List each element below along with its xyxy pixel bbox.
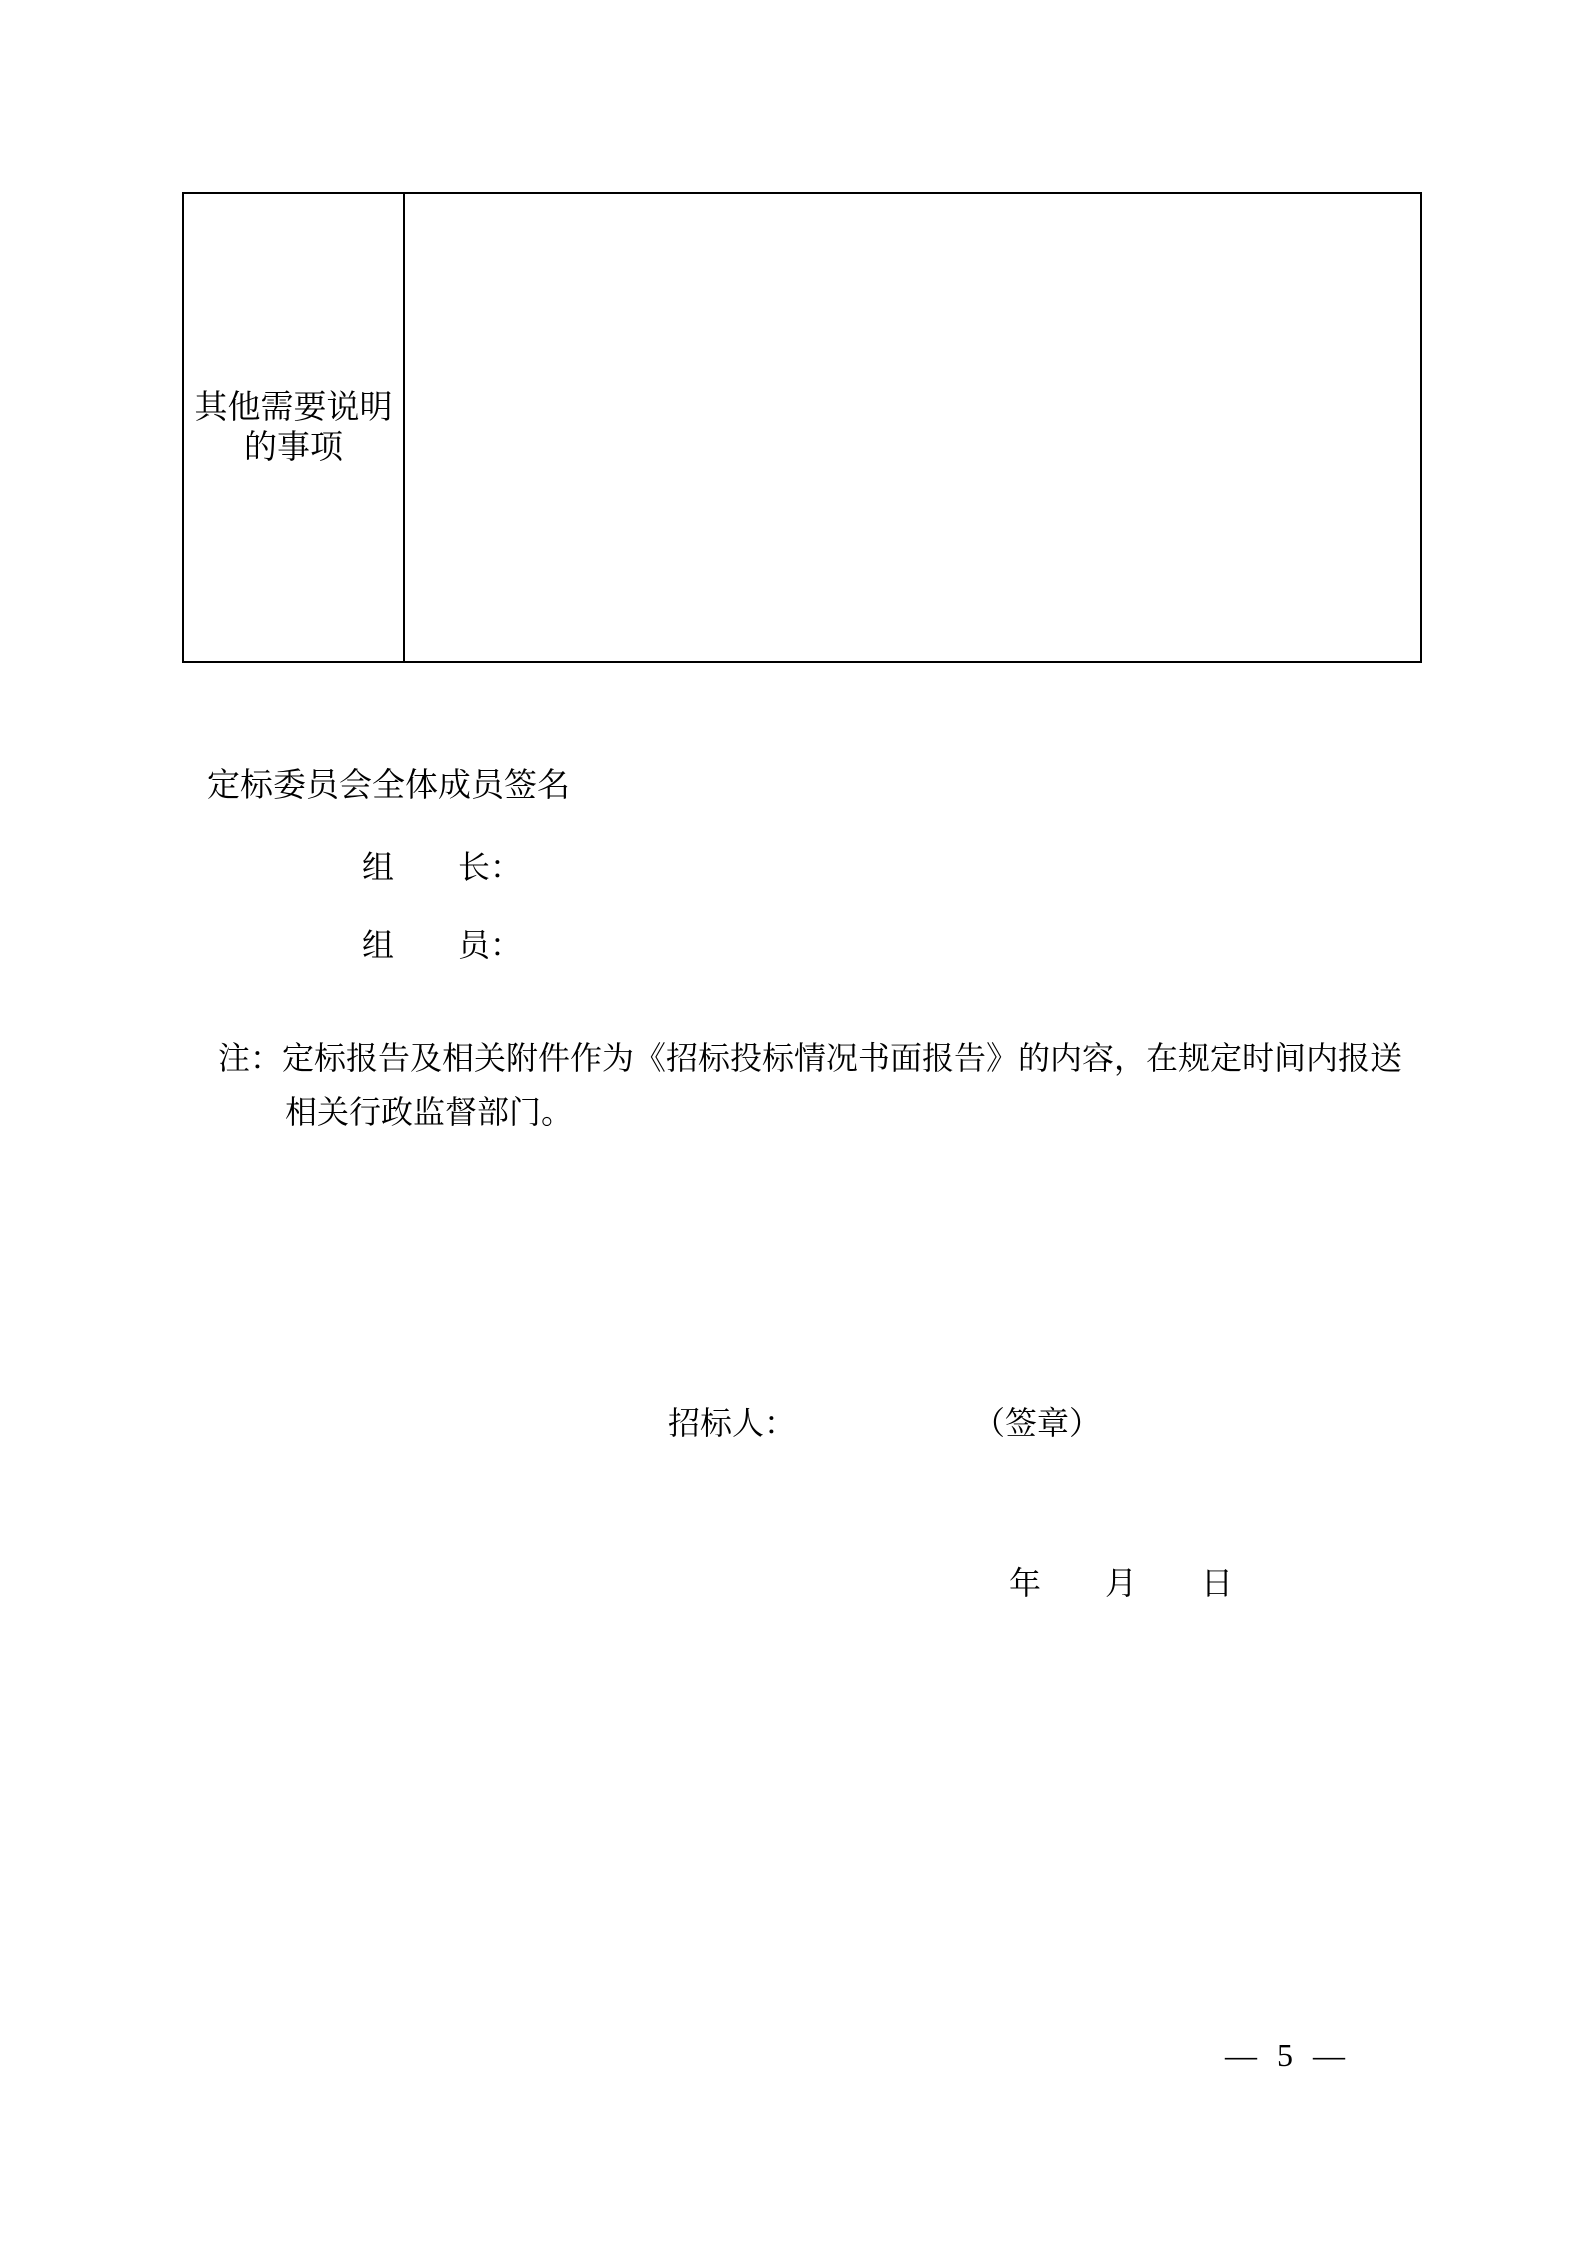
other-matters-value-cell xyxy=(405,194,1420,661)
date-blank-line: 年 月 日 xyxy=(1009,1565,1234,1601)
other-matters-label-line1: 其他需要说明 xyxy=(194,389,393,426)
note-line2: 相关行政监督部门。 xyxy=(285,1094,574,1130)
note-line1: 注：定标报告及相关附件作为《招标投标情况书面报告》的内容，在规定时间内报送 xyxy=(218,1040,1403,1076)
committee-signature-heading: 定标委员会全体成员签名 xyxy=(207,768,570,804)
page-number: — 5 — xyxy=(1225,2037,1351,2073)
tenderer-label: 招标人： xyxy=(668,1405,797,1441)
other-matters-label-line2: 的事项 xyxy=(244,429,343,466)
group-members-signature-label: 组 员： xyxy=(362,927,523,963)
group-leader-signature-label: 组 长： xyxy=(362,849,523,885)
other-matters-table xyxy=(182,192,1422,663)
other-matters-label-cell xyxy=(184,194,405,661)
seal-hint-label: （签章） xyxy=(973,1405,1102,1441)
tenderer-seal-line xyxy=(668,1407,1101,1439)
